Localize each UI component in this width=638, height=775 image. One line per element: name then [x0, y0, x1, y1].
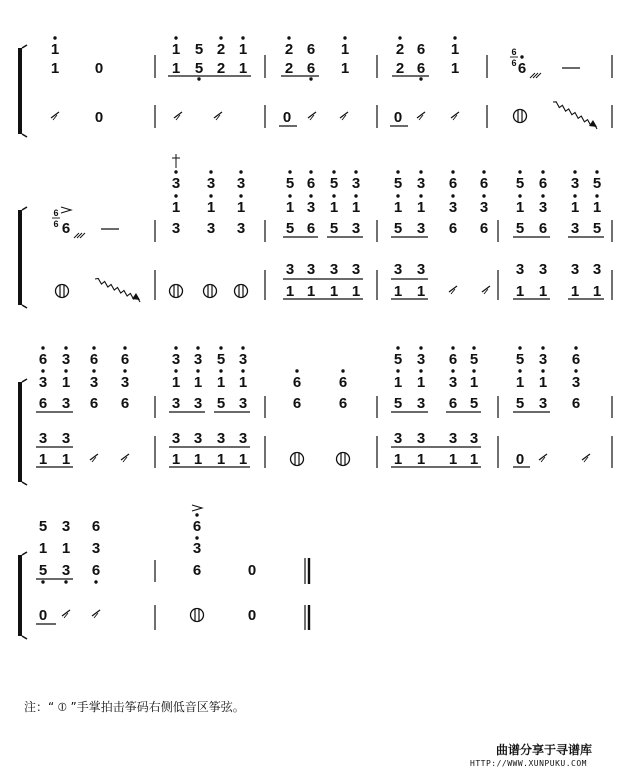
- score-numeral: 1: [61, 451, 71, 468]
- octave-dot: [472, 346, 475, 349]
- score-numeral: 1: [416, 451, 426, 468]
- score-numeral: 1: [448, 451, 458, 468]
- score-numeral: 3: [416, 261, 426, 278]
- score-numeral: 3: [570, 220, 580, 237]
- score-numeral: 6: [306, 41, 316, 58]
- score-numeral: 3: [393, 430, 403, 447]
- score-numeral: 3: [171, 351, 181, 368]
- score-numeral: 1: [450, 60, 460, 77]
- octave-dot: [419, 194, 422, 197]
- score-numeral: 1: [306, 283, 316, 300]
- score-numeral: 2: [284, 41, 294, 58]
- score-numeral: 1: [50, 41, 60, 58]
- octave-dot: [92, 346, 95, 349]
- score-numeral: 1: [61, 374, 71, 391]
- score-numeral: 3: [89, 374, 99, 391]
- score-numeral: 3: [206, 220, 216, 237]
- octave-dot: [288, 194, 291, 197]
- score-numeral: 5: [515, 220, 525, 237]
- octave-dot: [196, 369, 199, 372]
- score-numeral: 6: [292, 374, 302, 391]
- score-numeral: 1: [238, 41, 248, 58]
- score-numeral: 3: [61, 430, 71, 447]
- score-numeral: 1: [416, 283, 426, 300]
- score-numeral: 3: [448, 374, 458, 391]
- score-numeral: 5: [329, 220, 339, 237]
- score-numeral: 6: [448, 351, 458, 368]
- score-numeral: 5: [469, 351, 479, 368]
- score-numeral: 1: [351, 199, 361, 216]
- score-numeral: 1: [193, 374, 203, 391]
- score-numeral: 5: [329, 175, 339, 192]
- score-numeral: 2: [395, 41, 405, 58]
- score-numeral: 1: [171, 60, 181, 77]
- score-line: [22, 207, 27, 210]
- score-numeral: 6: [479, 175, 489, 192]
- watermark-text: 曲谱分享于寻谱库: [496, 743, 593, 757]
- score-numeral: 6: [517, 60, 527, 77]
- score-numeral: 3: [238, 430, 248, 447]
- octave-dot: [541, 170, 544, 173]
- score-numeral: 5: [393, 175, 403, 192]
- score-numeral: 5: [592, 175, 602, 192]
- score-numeral: 6: [38, 395, 48, 412]
- score-numeral: 5: [515, 395, 525, 412]
- score-numeral: 1: [538, 283, 548, 300]
- score-line: [22, 482, 27, 485]
- score-numeral: 6: [120, 395, 130, 412]
- score-numeral: 6: [338, 395, 348, 412]
- score-numeral: 3: [570, 261, 580, 278]
- score-numeral: 6: [306, 60, 316, 77]
- score-numeral: 3: [193, 395, 203, 412]
- score-numeral: 3: [193, 430, 203, 447]
- score-numeral: 6: [192, 518, 202, 535]
- octave-dot: [453, 36, 456, 39]
- score-numeral: 5: [285, 175, 295, 192]
- score-numeral: 3: [61, 395, 71, 412]
- score-numeral: 1: [469, 374, 479, 391]
- palm-slap-icon: [291, 453, 304, 466]
- octave-dot: [309, 194, 312, 197]
- octave-dot: [341, 369, 344, 372]
- score-numeral: 6: [91, 518, 101, 535]
- score-numeral: 1: [570, 283, 580, 300]
- octave-dot: [239, 170, 242, 173]
- octave-dot: [518, 369, 521, 372]
- octave-dot: [518, 170, 521, 173]
- score-numeral: 2: [284, 60, 294, 77]
- score-line: [22, 134, 27, 137]
- score-numeral: 6: [479, 220, 489, 237]
- octave-dot: [482, 194, 485, 197]
- octave-dot: [241, 369, 244, 372]
- score-numeral: 3: [592, 261, 602, 278]
- grace-note: 6: [511, 58, 517, 68]
- score-numeral: 5: [515, 175, 525, 192]
- score-numeral: 1: [206, 199, 216, 216]
- octave-dot: [396, 194, 399, 197]
- octave-dot: [209, 170, 212, 173]
- score-numeral: 1: [38, 540, 48, 557]
- score-numeral: 5: [285, 220, 295, 237]
- octave-dot: [196, 346, 199, 349]
- score-numeral: 3: [351, 261, 361, 278]
- grace-note: 6: [53, 219, 59, 229]
- palm-slap-icon: [235, 285, 248, 298]
- score-numeral: 3: [416, 430, 426, 447]
- score-numeral: 3: [538, 261, 548, 278]
- score-numeral: 1: [38, 451, 48, 468]
- score-numeral: 5: [194, 60, 204, 77]
- score-numeral: 1: [193, 451, 203, 468]
- accent-mark: [192, 505, 202, 511]
- score-numeral: 6: [538, 220, 548, 237]
- score-numeral: 6: [38, 351, 48, 368]
- score-numeral: 3: [206, 175, 216, 192]
- octave-dot: [41, 346, 44, 349]
- octave-dot: [398, 36, 401, 39]
- score-numeral: 3: [571, 374, 581, 391]
- score-numeral: 1: [171, 451, 181, 468]
- score-numeral: 6: [538, 175, 548, 192]
- octave-dot: [451, 194, 454, 197]
- score-numeral: 3: [120, 374, 130, 391]
- score-numeral: 3: [61, 562, 71, 579]
- octave-dot: [64, 346, 67, 349]
- octave-dot: [343, 36, 346, 39]
- score-numeral: 3: [538, 351, 548, 368]
- score-numeral: 3: [416, 175, 426, 192]
- score-numeral: 5: [592, 220, 602, 237]
- score-numeral: 6: [448, 175, 458, 192]
- palm-slap-icon: [204, 285, 217, 298]
- score-numeral: 3: [306, 199, 316, 216]
- octave-dot: [41, 369, 44, 372]
- octave-dot: [174, 36, 177, 39]
- octave-dot: [219, 346, 222, 349]
- score-line: [22, 636, 27, 639]
- octave-dot: [295, 369, 298, 372]
- octave-dot: [174, 194, 177, 197]
- score-numeral: 0: [282, 109, 292, 126]
- score-numeral: 3: [538, 199, 548, 216]
- octave-dot: [64, 369, 67, 372]
- octave-dot: [174, 170, 177, 173]
- score-numeral: 3: [448, 430, 458, 447]
- score-numeral: 1: [340, 41, 350, 58]
- octave-dot: [239, 194, 242, 197]
- score-numeral: 3: [38, 430, 48, 447]
- score-numeral: 1: [416, 374, 426, 391]
- ornament-mark: [172, 154, 180, 168]
- watermark-url: HTTP://WWW.XUNPUKU.COM: [470, 759, 587, 768]
- score-numeral: 3: [238, 395, 248, 412]
- score-numeral: 3: [285, 261, 295, 278]
- octave-dot: [332, 170, 335, 173]
- palm-slap-icon: [514, 110, 527, 123]
- score-numeral: 3: [306, 261, 316, 278]
- score-numeral: 1: [329, 283, 339, 300]
- score-numeral: 2: [395, 60, 405, 77]
- octave-dot: [518, 346, 521, 349]
- score-numeral: 1: [538, 374, 548, 391]
- grace-note: 6: [53, 208, 59, 218]
- accent-mark: [61, 207, 71, 213]
- score-numeral: 5: [216, 351, 226, 368]
- score-numeral: 6: [89, 395, 99, 412]
- score-numeral: 3: [171, 220, 181, 237]
- octave-dot: [209, 194, 212, 197]
- score-numeral: 6: [416, 41, 426, 58]
- score-numeral: 6: [448, 395, 458, 412]
- palm-slap-icon: [191, 609, 204, 622]
- octave-dot: [354, 170, 357, 173]
- score-numeral: 0: [393, 109, 403, 126]
- score-numeral: 3: [416, 351, 426, 368]
- octave-dot: [396, 170, 399, 173]
- score-numeral: 0: [247, 607, 257, 624]
- octave-dot: [541, 346, 544, 349]
- octave-dot: [94, 580, 97, 583]
- octave-dot: [174, 369, 177, 372]
- score-numeral: 3: [238, 351, 248, 368]
- octave-dot: [287, 36, 290, 39]
- octave-dot: [396, 369, 399, 372]
- score-numeral: 5: [38, 562, 48, 579]
- score-numeral: 5: [393, 395, 403, 412]
- score-numeral: 3: [448, 199, 458, 216]
- score-numeral: 5: [393, 220, 403, 237]
- octave-dot: [482, 170, 485, 173]
- octave-dot: [309, 170, 312, 173]
- octave-dot: [219, 36, 222, 39]
- score-numeral: 3: [91, 540, 101, 557]
- score-numeral: 1: [329, 199, 339, 216]
- score-numeral: 1: [216, 451, 226, 468]
- score-numeral: 1: [340, 60, 350, 77]
- score-numeral: 1: [236, 199, 246, 216]
- score-numeral: 1: [393, 374, 403, 391]
- score-numeral: 0: [38, 607, 48, 624]
- octave-dot: [451, 369, 454, 372]
- score-numeral: 1: [515, 199, 525, 216]
- score-numeral: 0: [515, 451, 525, 468]
- score-numeral: 6: [448, 220, 458, 237]
- score-numeral: 1: [515, 374, 525, 391]
- arrow-head-icon: [132, 293, 140, 300]
- octave-dot: [64, 580, 67, 583]
- score-numeral: 3: [351, 220, 361, 237]
- score-numeral: 6: [338, 374, 348, 391]
- score-numeral: 3: [570, 175, 580, 192]
- score-numeral: 2: [216, 60, 226, 77]
- octave-dot: [574, 369, 577, 372]
- score-numeral: 3: [61, 518, 71, 535]
- score-numeral: 3: [193, 351, 203, 368]
- score-numeral: 6: [306, 220, 316, 237]
- score-numeral: 2: [216, 41, 226, 58]
- octave-dot: [219, 369, 222, 372]
- score-numeral: 1: [216, 374, 226, 391]
- score-numeral: 3: [38, 374, 48, 391]
- octave-dot: [520, 55, 523, 58]
- score-numeral: 3: [416, 220, 426, 237]
- score-numeral: 6: [306, 175, 316, 192]
- score-line: [22, 45, 27, 48]
- octave-dot: [472, 369, 475, 372]
- score-numeral: 1: [171, 41, 181, 58]
- score-numeral: 3: [192, 540, 202, 557]
- score-numeral: 6: [89, 351, 99, 368]
- octave-dot: [92, 369, 95, 372]
- octave-dot: [419, 170, 422, 173]
- octave-dot: [41, 580, 44, 583]
- score-numeral: 1: [592, 283, 602, 300]
- score-numeral: 1: [592, 199, 602, 216]
- grace-note: 6: [511, 47, 517, 57]
- score-numeral: 1: [393, 199, 403, 216]
- footnote: 注：“ ⦶ ”手掌拍击筝码右侧低音区筝弦。: [24, 700, 245, 714]
- system-brace: [18, 210, 22, 305]
- score-numeral: 3: [393, 261, 403, 278]
- octave-dot: [123, 369, 126, 372]
- score-numeral: 1: [238, 60, 248, 77]
- score-numeral: 1: [416, 199, 426, 216]
- score-numeral: 1: [393, 283, 403, 300]
- octave-dot: [419, 369, 422, 372]
- score-numeral: 1: [570, 199, 580, 216]
- octave-dot: [197, 77, 200, 80]
- octave-dot: [419, 77, 422, 80]
- octave-dot: [396, 346, 399, 349]
- score-numeral: 3: [236, 220, 246, 237]
- score-numeral: 1: [171, 199, 181, 216]
- score-numeral: 3: [236, 175, 246, 192]
- score-numeral: 6: [571, 351, 581, 368]
- score-numeral: 1: [393, 451, 403, 468]
- score-numeral: 3: [515, 261, 525, 278]
- score-numeral: 1: [285, 283, 295, 300]
- score-numeral: 6: [192, 562, 202, 579]
- octave-dot: [123, 346, 126, 349]
- score-numeral: 3: [351, 175, 361, 192]
- octave-dot: [241, 36, 244, 39]
- score-numeral: 0: [94, 109, 104, 126]
- system-brace: [18, 382, 22, 482]
- score-line: [22, 379, 27, 382]
- score-numeral: 1: [515, 283, 525, 300]
- score-numeral: 5: [216, 395, 226, 412]
- palm-slap-icon: [337, 453, 350, 466]
- octave-dot: [53, 36, 56, 39]
- system-brace: [18, 555, 22, 636]
- octave-dot: [451, 170, 454, 173]
- score-numeral: 3: [538, 395, 548, 412]
- octave-dot: [309, 77, 312, 80]
- score-numeral: 0: [94, 60, 104, 77]
- octave-dot: [174, 346, 177, 349]
- score-numeral: 3: [171, 395, 181, 412]
- palm-slap-icon: [56, 285, 69, 298]
- score-numeral: 3: [469, 430, 479, 447]
- score-numeral: 0: [247, 562, 257, 579]
- octave-dot: [451, 346, 454, 349]
- score-numeral: 1: [238, 374, 248, 391]
- score-numeral: 1: [285, 199, 295, 216]
- score-numeral: 3: [61, 351, 71, 368]
- score-numeral: 5: [469, 395, 479, 412]
- score-numeral: 6: [571, 395, 581, 412]
- score-numeral: 1: [171, 374, 181, 391]
- octave-dot: [288, 170, 291, 173]
- octave-dot: [573, 194, 576, 197]
- score-numeral: 5: [194, 41, 204, 58]
- score-numeral: 1: [61, 540, 71, 557]
- octave-dot: [332, 194, 335, 197]
- octave-dot: [595, 170, 598, 173]
- score-numeral: 1: [450, 41, 460, 58]
- octave-dot: [241, 346, 244, 349]
- octave-dot: [354, 194, 357, 197]
- octave-dot: [195, 536, 198, 539]
- score-numeral: 1: [238, 451, 248, 468]
- score-numeral: 3: [416, 395, 426, 412]
- score-numeral: 5: [38, 518, 48, 535]
- score-numeral: 5: [515, 351, 525, 368]
- octave-dot: [195, 513, 198, 516]
- octave-dot: [419, 346, 422, 349]
- score-numeral: 3: [171, 430, 181, 447]
- score-numeral: 6: [120, 351, 130, 368]
- score-numeral: 6: [416, 60, 426, 77]
- octave-dot: [541, 369, 544, 372]
- score-numeral: 3: [216, 430, 226, 447]
- score-line: [22, 305, 27, 308]
- palm-slap-icon: [170, 285, 183, 298]
- score-numeral: 6: [292, 395, 302, 412]
- score-numeral: 3: [329, 261, 339, 278]
- score-numeral: 3: [479, 199, 489, 216]
- octave-dot: [541, 194, 544, 197]
- score-numeral: 5: [393, 351, 403, 368]
- score-numeral: 6: [91, 562, 101, 579]
- octave-dot: [595, 194, 598, 197]
- octave-dot: [573, 170, 576, 173]
- system-brace: [18, 48, 22, 134]
- octave-dot: [518, 194, 521, 197]
- score-numeral: 6: [61, 220, 71, 237]
- score-numeral: 1: [50, 60, 60, 77]
- score-line: [22, 552, 27, 555]
- score-numeral: 1: [469, 451, 479, 468]
- score-numeral: 3: [171, 175, 181, 192]
- octave-dot: [574, 346, 577, 349]
- score-numeral: 1: [351, 283, 361, 300]
